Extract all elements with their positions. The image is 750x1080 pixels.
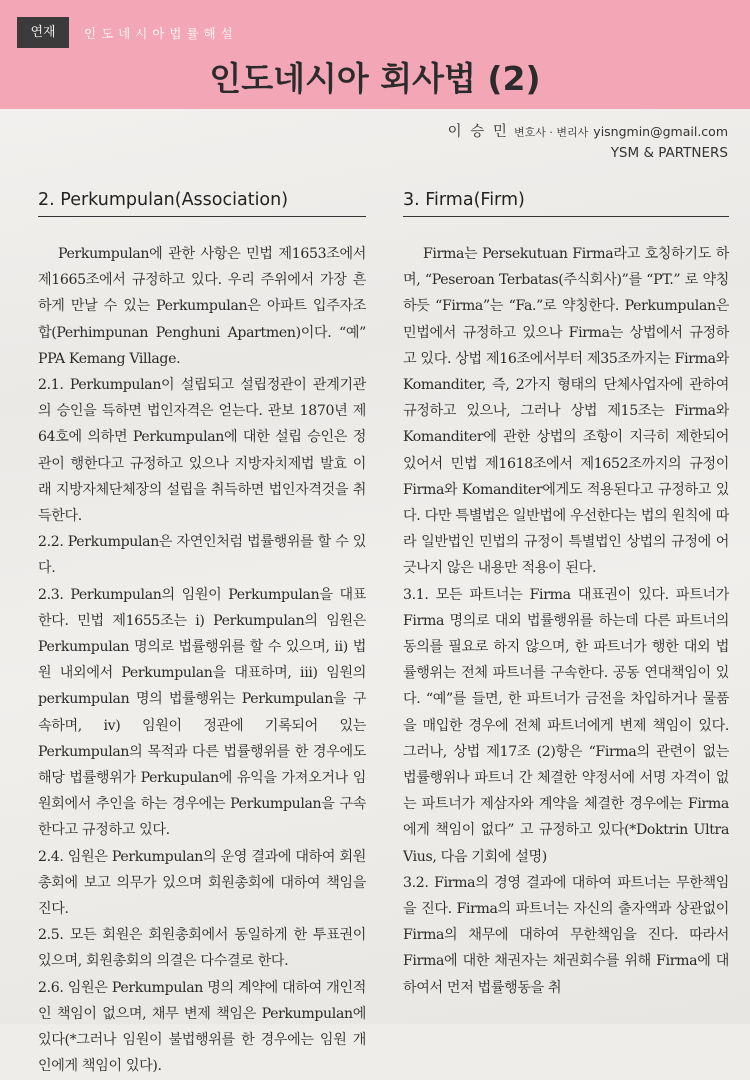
section-heading-firm: 3. Firma(Firm)	[403, 190, 729, 217]
author-email: yisngmin@gmail.com	[593, 124, 728, 139]
right-body	[403, 241, 729, 1001]
paragraph: Firma는 Persekutuan Firma라고 호칭하기도 하며, “Peseroan Terbatas(주식회사)”를 “PT.” 로 약칭하듯 “Firma”는 “Fa.”로 약칭한다. Perkumpulan은 민법에서 규정하고 있으나 Firma는 상법에서 규정하고 있다. 상법 제16조에서부터 제35조까지는 Firma와 Komanditer, 즉, 2가지 형태의 단체사업자에 관하여 규정하고 있으나, 그러나 상법 제15조는 Firma와 Komanditer에 관한 상법의 조항이 지극히 제한되어 있어서 민법 제1618조에서 제1652조까지의 규정이 Firma와 Komanditer에게도 적용된다고 규정하고 있다. 다만 특별법은 일반법에 우선한다는 법의 원칙에 따라 일반법인 민법의 규정이 특별법인 상법의 규정에 어긋나지 않은 내용만 적용이 된다.	[403, 246, 729, 577]
paragraph: 2.6. 임원은 Perkumpulan 명의 계약에 대하여 개인적인 책임이 없으며, 채무 변제 책임은 Perkumpulan에 있다(*그러나 임원이 불법행위를 한 경우에는 임원 개인에게 책임이 있다).	[38, 979, 366, 1075]
paragraph: 2.1. Perkumpulan이 설립되고 설립정관이 관계기관의 승인을 득하면 법인자격은 얻는다. 관보 1870년 제 64호에 의하면 Perkumpulan에 대한 설립 승인은 정관이 행한다고 규정하고 있으나 지방자치제법 발효 이래 지방자체단체장의 설립을 취득하면 법인자격것을 취득한다.	[38, 377, 366, 525]
author-block	[448, 120, 728, 164]
left-body	[38, 241, 366, 1080]
paragraph: 2.2. Perkumpulan은 자연인처럼 법률행위를 할 수 있다.	[38, 534, 366, 577]
article-title: 인도네시아 회사법 (2)	[209, 59, 541, 98]
right-column	[403, 190, 729, 1001]
header-banner	[0, 0, 750, 109]
paragraph: 2.4. 임원은 Perkumpulan의 운영 결과에 대하여 회원총회에 보고 의무가 있으며 회원총회에 대하여 책임을 진다.	[38, 848, 366, 918]
paragraph: Perkumpulan에 관한 사항은 민법 제1653조에서 제1665조에서 규정하고 있다. 우리 주위에서 가장 흔하게 만날 수 있는 Perkumpulan은 아파트 입주자조합(Perhimpunan Penghuni Apartmen)이다. “예” PPA Kemang Village.	[38, 246, 366, 367]
author-role: 변호사 · 변리사	[513, 126, 589, 139]
section-heading-association: 2. Perkumpulan(Association)	[38, 190, 366, 217]
paragraph: 2.5. 모든 회원은 회원총회에서 동일하게 한 투표권이 있으며, 회원총회의 의결은 다수결로 한다.	[38, 927, 366, 970]
left-column	[38, 190, 366, 1080]
series-tag: 연재	[17, 17, 69, 48]
series-name: 인도네시아법률해설	[84, 26, 238, 41]
paragraph: 3.1. 모든 파트너는 Firma 대표권이 있다. 파트너가 Firma 명의로 대외 법률행위를 하는데 다른 파트너의 동의를 필요로 하지 않으며, 한 파트너가 행한 대외 법률행위는 전체 파트너를 구속한다. 공동 연대책임이 있다. “예”를 들면, 한 파트너가 금전을 차입하거나 물품을 매입한 경우에 전체 파트너에게 변제 책임이 있다. 그러나, 상법 제17조 (2)항은 “Firma의 관련이 없는 법률행위나 파트너 간 체결한 약정서에 서명 자격이 없는 파트너가 제삼자와 계약을 체결한 경우에는 Firma에게 책임이 없다” 고 규정하고 있다(*Doktrin Ultra Vius, 다음 기회에 설명)	[403, 586, 729, 865]
paragraph: 2.3. Perkumpulan의 임원이 Perkumpulan을 대표한다. 민법 제1655조는 i) Perkumpulan의 임원은 Perkumpulan 명의로 법률행위를 할 수 있으며, ii) 법원 내외에서 Perkumpulan을 대표하며, iii) 임원의 perkumpulan 명의 법률행위는 Perkumpulan을 구속하며, iv) 임원이 정관에 기록되어 있는 Perkumpulan의 목적과 다른 법률행위를 한 경우에도 해당 법률행위가 Perkupulan에 유익을 가져오거나 임원회에서 추인을 하는 경우에는 Perkumpulan을 구속한다고 규정하고 있다.	[38, 586, 366, 839]
author-name: 이 승 민	[447, 124, 509, 140]
paragraph: 3.2. Firma의 경영 결과에 대하여 파트너는 무한책임을 진다. Firma의 파트너는 자신의 출자액과 상관없이 Firma의 채무에 대하여 무한책임을 진다. 따라서 Firma에 대한 채권자는 채권회수를 위해 Firma에 대하여서 먼저 법률행동을 취	[403, 874, 729, 996]
author-firm: YSM & PARTNERS	[610, 145, 728, 161]
